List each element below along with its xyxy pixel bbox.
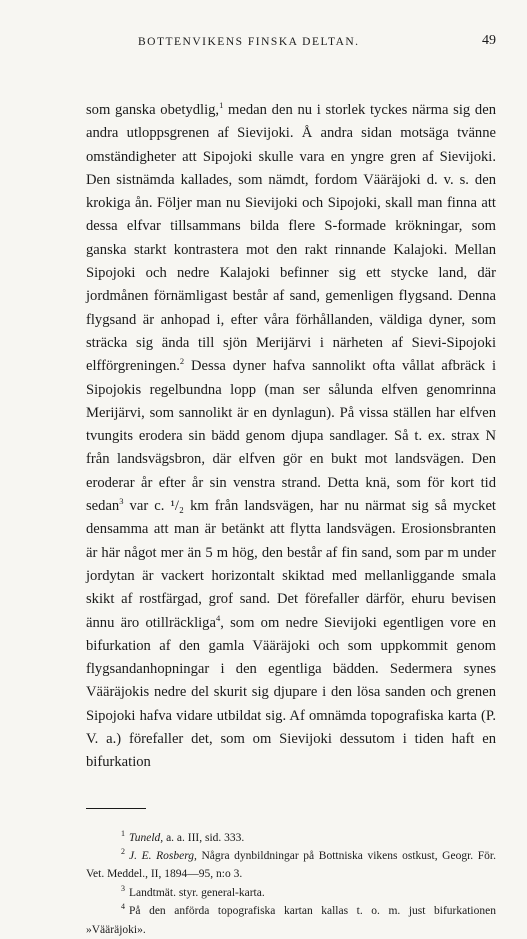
fraction-half: ¹/₂ [170,498,184,515]
footnote-mark: 2 [121,847,125,857]
footnotes [86,829,496,939]
footnote-ref-2[interactable]: 2 [179,356,185,367]
footnote-text: På den anförda topografiska kartan kallas t. o. m. just bifurkationen »Vääräjoki». [86,905,496,936]
paragraph [86,99,496,775]
page-number: 49 [482,33,496,48]
footnote-mark: 3 [121,884,125,893]
footnote-ref-4[interactable]: 4 [215,612,221,623]
text-segment: som ganska obetydlig, [86,102,220,118]
footnote-mark: 1 [121,828,125,838]
text-segment: km från landsvägen, har nu närmat sig så mycket densamma att man är betänkt att flytta landsvägen. Erosionsbranten är här något mer än 5 m hög, den består af fin sand, som par m under jordytan är vackert horizontalt skiktad med mellanliggande smala skikt af rostfärgad, grof sand. Det förefaller därför, ehuru bevisen ännu äro otillräckliga [86,498,496,631]
text-segment: Dessa dyner hafva sannolikt ofta vållat afbräck i Sipojokis regelbundna lopp (man ser sålunda elfven genomrinna Merijärvi, som sannolikt är en dynlagun). På vissa ställen har elfven tvungits erodera sin bädd genom djupa sandlager. Så t. ex. strax N från landsvägsbron, där elfven gör en bukt mot landsvägen. Den eroderar år efter år sin venstra strand. Detta knä, som för kort tid sedan [86,358,496,515]
footnote-text: Landtmät. styr. general-karta. [129,886,265,899]
footnote-divider [86,808,146,809]
page-header [86,33,496,53]
footnote-ref-1[interactable]: 1 [219,100,224,111]
body-text [86,99,496,775]
footnote-3 [86,884,496,902]
running-head: BOTTENVIKENS FINSKA DELTAN. [138,36,360,48]
footnote-2 [86,847,496,884]
footnote-author: J. E. Rosberg, [129,850,197,863]
text-segment: , som om nedre Sievijoki egentligen vore en bifurkation af den gamla Vääräjoki och som uppkommit genom flygsandanhopningar i den egentliga bädden. Sedermera synes Vääräjokis nedre del skurit sig djupare i den lösa sanden och grenen Sipojoki hafva vidare utbildat sig. Af omnämda topografiska karta (P. V. a.) förefaller det, som om Sievijoki dessutom i tiden haft en bifurkation [86,614,497,771]
footnote-1 [86,829,496,847]
text-segment: var c. [123,498,171,515]
text-segment: medan den nu i storlek tyckes närma sig den andra utloppsgrenen af Sievijoki. Å andra sidan motsäga tvänne omständigheter att Sipojoki skulle vara en yngre gren af Sievijoki. Den sistnämda kallades, som nämdt, fordom Vääräjoki d. v. s. den krokiga ån. Följer man nu Sievijoki och Sipojoki, skall man finna att dessa elfvar tillsammans bilda flere S-formade krökningar, som ganska starkt kontrastera mot den rakt rinnande Kalajoki. Mellan Sipojoki och nedre Kalajoki befinner sig ett stycke land, där jordmånen förnämligast består af sand, gemenligen flygsand. Denna flygsand är anhopad i, efter våra förhållanden, väldiga dyner, som sträcka sig ända till sjön Merijärvi i närheten af Sievi-Sipojoki elfförgreningen. [86,102,496,375]
footnote-ref-3[interactable]: 3 [119,496,124,507]
footnote-4 [86,902,496,939]
footnote-text: Några dynbildningar på Bottniska vikens ostkust, Geogr. För. Vet. Meddel., II, 1894—95, n:o 3. [86,850,496,881]
footnote-text: a. a. III, sid. 333. [163,831,245,844]
footnote-mark: 4 [121,902,125,912]
footnote-author: Tuneld, [129,831,164,844]
